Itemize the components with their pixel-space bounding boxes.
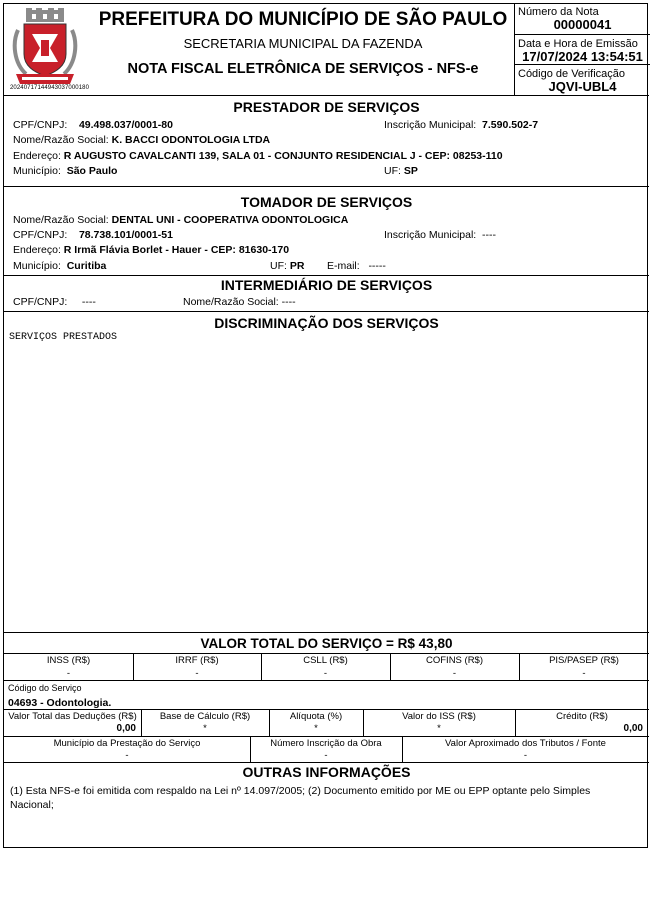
intermediario-nome-row	[183, 296, 296, 308]
aliquota-label: Alíquota (%)	[289, 711, 343, 722]
inscricao-obra-value: -	[324, 750, 328, 761]
divider	[4, 680, 649, 681]
intermediario-nome-label: Nome/Razão Social:	[183, 296, 279, 308]
prestador-endereco-label: Endereço:	[13, 150, 61, 162]
csll-value: -	[323, 668, 328, 679]
csll-label: CSLL (R$)	[303, 655, 348, 666]
inss-label: INSS (R$)	[46, 655, 91, 666]
prestador-cnpj-label: CPF/CNPJ:	[13, 119, 68, 131]
credito-value: 0,00	[623, 723, 643, 734]
verificacao-label: Código de Verificação	[518, 68, 626, 80]
prestador-cnpj-value: 49.498.037/0001-80	[78, 119, 173, 131]
numero-nota-label: Número da Nota	[518, 6, 599, 18]
discriminacao-title: DISCRIMINAÇÃO DOS SERVIÇOS	[214, 315, 439, 331]
cofins-value: -	[452, 668, 457, 679]
prestador-municipio-row	[13, 165, 117, 177]
intermediario-cnpj-value: ----	[81, 296, 96, 308]
discriminacao-text: SERVIÇOS PRESTADOS	[9, 332, 118, 343]
prestador-cnpj-row	[13, 119, 173, 131]
tomador-nome-label: Nome/Razão Social:	[13, 214, 109, 226]
tomador-endereco-label: Endereço:	[13, 244, 61, 256]
tomador-municipio-label: Município:	[13, 260, 61, 272]
numero-nota-value: 00000041	[553, 17, 612, 32]
municipio-prestacao-label: Município da Prestação do Serviço	[53, 738, 201, 749]
tomador-cnpj-row	[13, 229, 173, 241]
inscricao-obra-label: Número Inscrição da Obra	[270, 738, 382, 749]
tomador-im-label: Inscrição Municipal:	[384, 229, 477, 241]
intermediario-title: INTERMEDIÁRIO DE SERVIÇOS	[220, 277, 433, 293]
deducoes-label: Valor Total das Deduções (R$)	[8, 711, 137, 722]
base-calculo-label: Base de Cálculo (R$)	[159, 711, 251, 722]
inss-value: -	[66, 668, 71, 679]
prestador-uf-value: SP	[403, 165, 418, 177]
valor-iss-label: Valor do ISS (R$)	[402, 711, 476, 722]
base-calculo-value: *	[203, 723, 207, 734]
valor-total: VALOR TOTAL DO SERVIÇO = R$ 43,80	[200, 636, 453, 651]
verificacao-value: JQVI-UBL4	[548, 79, 617, 94]
tomador-endereco-value: R Irmã Flávia Borlet - Hauer - CEP: 81630-170	[63, 244, 290, 256]
divider	[4, 653, 649, 654]
tomador-title: TOMADOR DE SERVIÇOS	[240, 194, 413, 210]
tomador-municipio-value: Curitiba	[66, 260, 107, 272]
numero-nota-cell	[515, 4, 650, 35]
tomador-email-value: -----	[368, 260, 386, 272]
prestador-uf-row	[384, 165, 418, 177]
tomador-im-row	[384, 229, 496, 241]
tributos-aprox-value: -	[523, 750, 528, 761]
tomador-email-row	[327, 260, 386, 272]
tomador-email-label: E-mail:	[327, 260, 360, 272]
tomador-im-value: ----	[482, 229, 497, 241]
emissao-label: Data e Hora de Emissão	[518, 38, 638, 50]
divider	[4, 762, 649, 763]
prestador-nome-label: Nome/Razão Social:	[13, 134, 109, 146]
tomador-endereco-row	[13, 244, 289, 256]
secretaria-name: SECRETARIA MUNICIPAL DA FAZENDA	[183, 36, 423, 51]
city-crest-icon	[12, 8, 78, 86]
tomador-municipio-row	[13, 260, 106, 272]
municipio-prestacao-value: -	[125, 750, 129, 761]
document-title: NOTA FISCAL ELETRÔNICA DE SERVIÇOS - NFS-e	[127, 61, 479, 77]
emissao-cell	[515, 35, 650, 65]
invoice-meta-box	[514, 4, 649, 96]
divider	[4, 275, 649, 276]
intermediario-cnpj-row	[13, 296, 96, 308]
tomador-cnpj-label: CPF/CNPJ:	[13, 229, 68, 241]
prestador-im-row	[384, 119, 538, 131]
tomador-uf-label: UF:	[270, 260, 287, 272]
outras-text: (1) Esta NFS-e foi emitida com respaldo na Lei nº 14.097/2005; (2) Documento emitido por ME ou EPP optante pelo Simples Nacional;	[10, 785, 591, 811]
irrf-label: IRRF (R$)	[175, 655, 219, 666]
prestador-uf-label: UF:	[384, 165, 401, 177]
intermediario-cnpj-label: CPF/CNPJ:	[13, 296, 68, 308]
tomador-uf-row	[270, 260, 304, 272]
nfse-document	[3, 3, 648, 848]
prestador-im-label: Inscrição Municipal:	[384, 119, 477, 131]
prestador-title: PRESTADOR DE SERVIÇOS	[233, 99, 420, 115]
tomador-nome-row	[13, 214, 348, 226]
barcode-number: 20240717144943037000180	[10, 85, 90, 91]
aliquota-value: *	[314, 723, 318, 734]
prestador-municipio-value: São Paulo	[66, 165, 118, 177]
divider	[4, 709, 649, 710]
divider	[4, 186, 649, 187]
tomador-cnpj-value: 78.738.101/0001-51	[78, 229, 173, 241]
divider	[4, 632, 649, 633]
codigo-servico-value: 04693 - Odontologia.	[8, 697, 112, 709]
prestador-im-value: 7.590.502-7	[482, 119, 539, 131]
document-header	[4, 4, 649, 96]
outras-title: OUTRAS INFORMAÇÕES	[242, 764, 411, 780]
pispasep-label: PIS/PASEP (R$)	[549, 655, 619, 666]
verificacao-cell	[515, 65, 650, 96]
cofins-label: COFINS (R$)	[426, 655, 483, 666]
tributos-aprox-label: Valor Aproximado dos Tributos / Fonte	[445, 738, 606, 749]
codigo-servico-label: Código do Serviço	[8, 683, 82, 693]
divider	[4, 736, 649, 737]
prestador-nome-row	[13, 134, 270, 146]
city-name: PREFEITURA DO MUNICÍPIO DE SÃO PAULO	[98, 9, 508, 30]
valor-iss-value: *	[437, 723, 441, 734]
credito-label: Crédito (R$)	[556, 711, 608, 722]
emissao-value: 17/07/2024 13:54:51	[522, 49, 643, 64]
prestador-endereco-row	[13, 150, 503, 162]
intermediario-nome-value: ----	[281, 296, 296, 308]
prestador-nome-value: K. BACCI ODONTOLOGIA LTDA	[111, 134, 271, 146]
divider	[4, 311, 649, 312]
pispasep-value: -	[582, 668, 586, 679]
irrf-value: -	[195, 668, 199, 679]
prestador-municipio-label: Município:	[13, 165, 61, 177]
prestador-endereco-value: R AUGUSTO CAVALCANTI 139, SALA 01 - CONJUNTO RESIDENCIAL J - CEP: 08253-110	[63, 150, 503, 162]
deducoes-value: 0,00	[116, 723, 136, 734]
tomador-uf-value: PR	[289, 260, 305, 272]
tomador-nome-value: DENTAL UNI - COOPERATIVA ODONTOLOGICA	[111, 214, 349, 226]
